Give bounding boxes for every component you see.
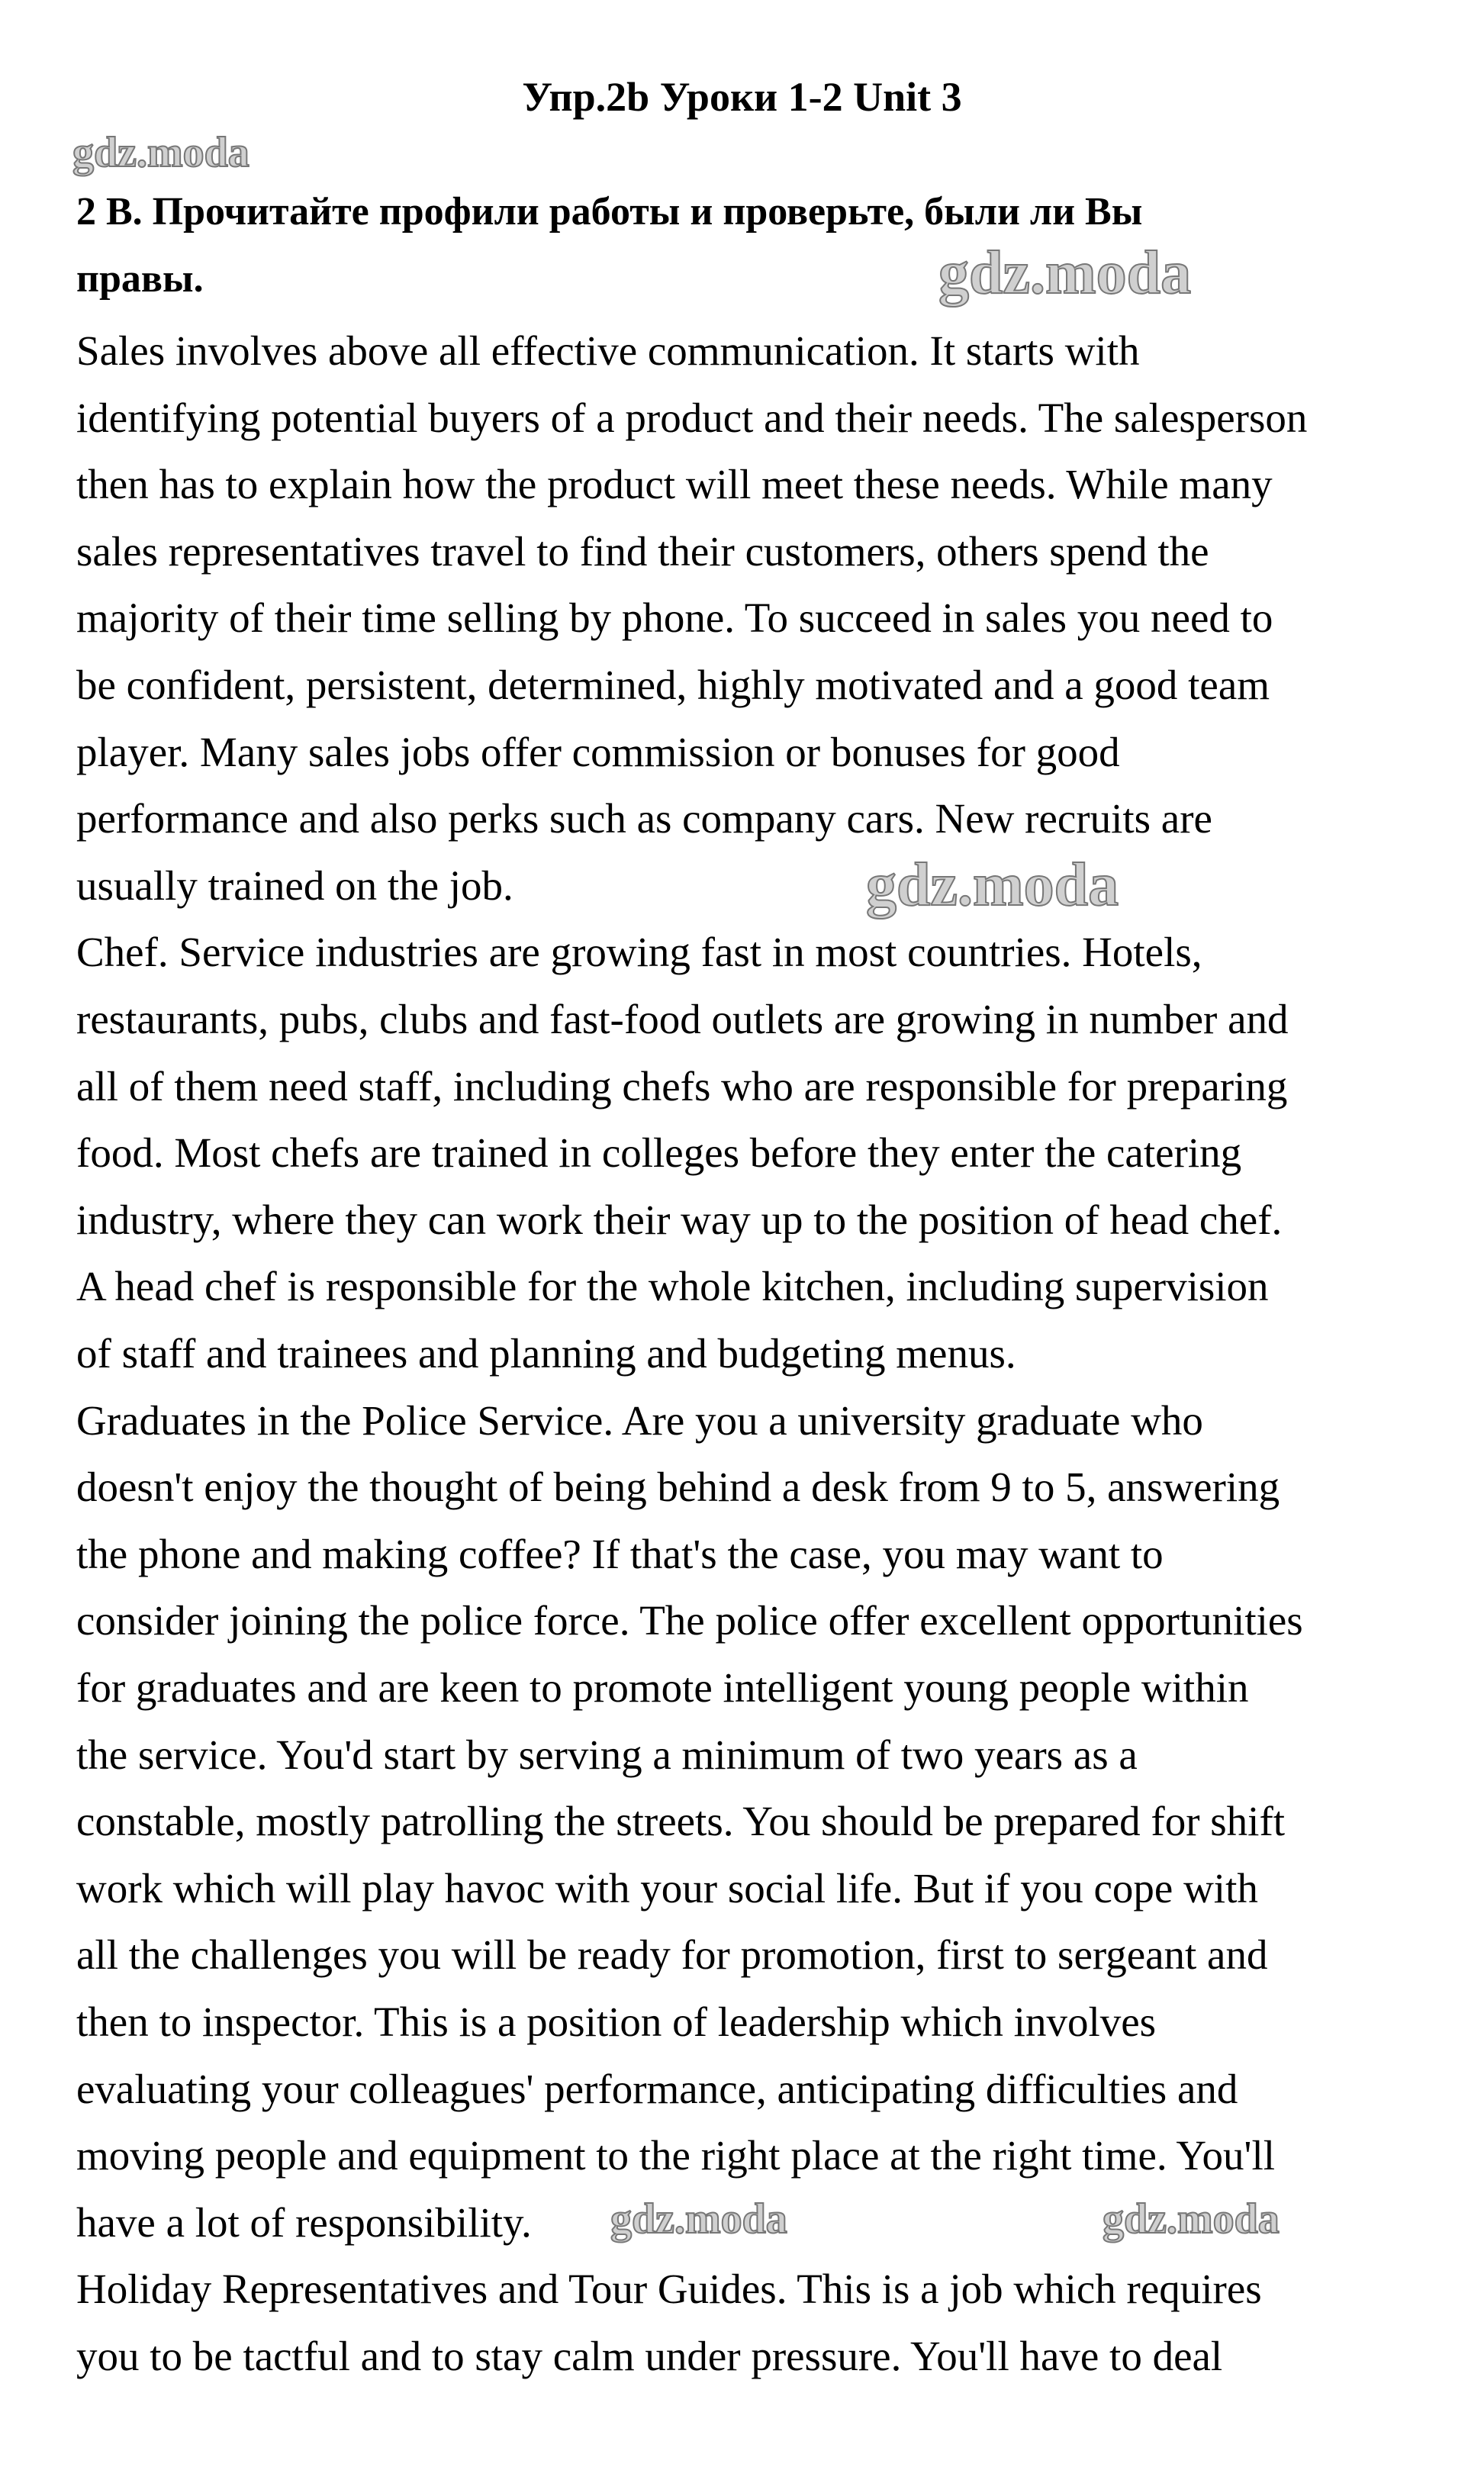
text-line: food. Most chefs are trained in colleges before they enter the catering xyxy=(76,1129,1242,1177)
text-line: player. Many sales jobs offer commission or bonuses for good xyxy=(76,728,1120,775)
text-line: Sales involves above all effective communication. It starts with xyxy=(76,327,1140,374)
exercise-heading-line-2: правы. xyxy=(76,257,204,301)
text-line: have a lot of responsibility. xyxy=(76,2198,532,2246)
text-line: for graduates and are keen to promote intelligent young people within xyxy=(76,1664,1249,1711)
text-line: all of them need staff, including chefs who are responsible for preparing xyxy=(76,1062,1288,1110)
text-line: restaurants, pubs, clubs and fast-food outlets are growing in number and xyxy=(76,996,1289,1042)
watermark-logo: gdz.moda xyxy=(610,2195,787,2243)
text-line: you to be tactful and to stay calm under pressure. You'll have to deal xyxy=(76,2333,1223,2379)
text-line: moving people and equipment to the right place at the right time. You'll xyxy=(76,2132,1276,2179)
text-line: of staff and trainees and planning and budgeting menus. xyxy=(76,1330,1016,1377)
watermark-logo: gdz.moda xyxy=(938,240,1192,307)
page-title: Упр.2b Уроки 1-2 Unit 3 xyxy=(522,74,962,120)
watermark-logo: gdz.moda xyxy=(1103,2195,1280,2243)
text-line: then to inspector. This is a position of leadership which involves xyxy=(76,1998,1157,2045)
text-line: A head chef is responsible for the whole kitchen, including supervision xyxy=(76,1263,1269,1310)
text-line: be confident, persistent, determined, highly motivated and a good team xyxy=(76,662,1270,708)
exercise-heading-line-1: 2 B. Прочитайте профили работы и проверьте, были ли Вы xyxy=(76,190,1143,234)
text-line: usually trained on the job. xyxy=(76,862,513,909)
text-line: performance and also perks such as company cars. New recruits are xyxy=(76,795,1212,842)
text-line: majority of their time selling by phone. To succeed in sales you need to xyxy=(76,594,1273,642)
text-line: Graduates in the Police Service. Are you a university graduate who xyxy=(76,1396,1203,1444)
text-line: industry, where they can work their way up to the position of head chef. xyxy=(76,1196,1283,1243)
text-line: evaluating your colleagues' performance, anticipating difficulties and xyxy=(76,2065,1238,2112)
text-line: the service. You'd start by serving a minimum of two years as a xyxy=(76,1731,1138,1778)
text-line: all the challenges you will be ready for promotion, first to sergeant and xyxy=(76,1931,1268,1979)
text-line: constable, mostly patrolling the streets. You should be prepared for shift xyxy=(76,1798,1286,1845)
text-line: Holiday Representatives and Tour Guides. This is a job which requires xyxy=(76,2266,1262,2313)
text-line: work which will play havoc with your social life. But if you cope with xyxy=(76,1864,1258,1912)
text-line: consider joining the police force. The police offer excellent opportunities xyxy=(76,1597,1303,1644)
text-line: Chef. Service industries are growing fast in most countries. Hotels, xyxy=(76,929,1202,976)
text-line: sales representatives travel to find their customers, others spend the xyxy=(76,527,1209,575)
text-line: doesn't enjoy the thought of being behind a desk from 9 to 5, answering xyxy=(76,1464,1280,1511)
text-line: identifying potential buyers of a product and their needs. The salesperson xyxy=(76,394,1308,441)
text-line: the phone and making coffee? If that's the case, you may want to xyxy=(76,1530,1164,1577)
watermark-logo: gdz.moda xyxy=(72,129,249,176)
text-line: then has to explain how the product will meet these needs. While many xyxy=(76,461,1273,508)
watermark-logo: gdz.moda xyxy=(866,852,1119,919)
